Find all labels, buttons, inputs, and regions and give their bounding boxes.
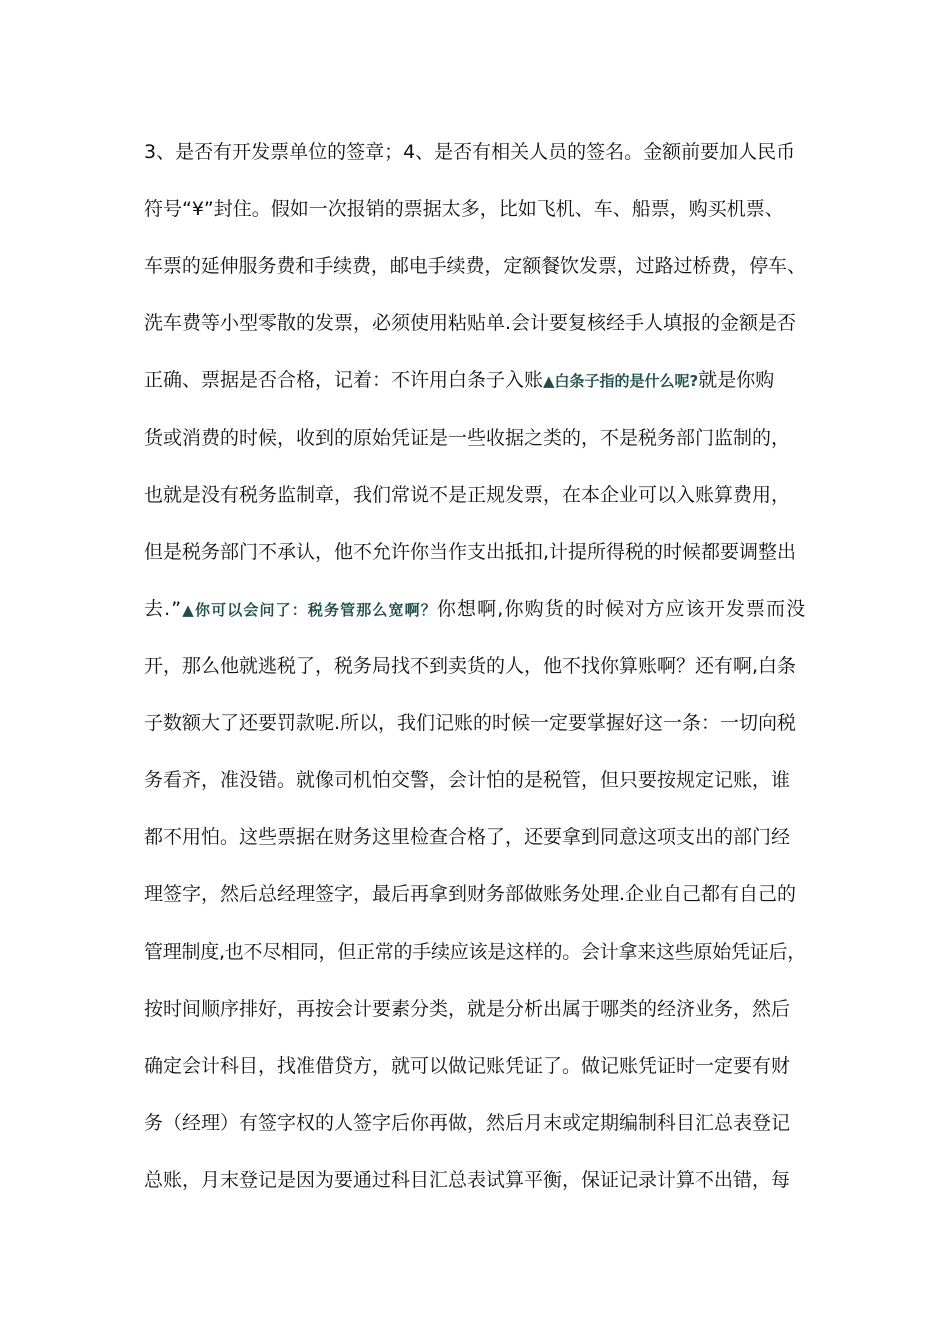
text-segment: 符号“¥”封住。假如一次报销的票据太多，比如飞机、车、船票，购买机票、 <box>144 198 784 220</box>
text-line-19 <box>144 1165 814 1195</box>
text-segment: 去.” <box>144 598 183 620</box>
text-line-17 <box>144 1051 814 1081</box>
text-segment: 货或消费的时候，收到的原始凭证是一些收据之类的，不是税务部门监制的， <box>144 427 791 449</box>
text-segment: 务（经理）有签字权的人签字后你再做，然后月末或定期编制科目汇总表登记 <box>144 1112 791 1134</box>
text-line-14 <box>144 879 814 909</box>
text-line-16 <box>144 994 814 1024</box>
text-line-11 <box>144 708 814 738</box>
text-line-12 <box>144 765 814 795</box>
text-segment: 你想啊,你购货的时候对方应该开发票而没 <box>436 598 807 620</box>
text-segment: 都不用怕。这些票据在财务这里检查合格了，还要拿到同意这项支出的部门经 <box>144 826 791 848</box>
text-line-5 <box>144 365 814 395</box>
text-line-6 <box>144 423 814 453</box>
text-line-3 <box>144 251 814 281</box>
text-segment: 子数额大了还要罚款呢.所以，我们记账的时候一定要掌握好这一条：一切向税 <box>144 712 797 734</box>
text-line-13 <box>144 822 814 852</box>
text-line-9 <box>144 594 814 624</box>
text-segment: 洗车费等小型零散的发票，必须使用粘贴单.会计要复核经手人填报的金额是否 <box>144 312 797 334</box>
text-segment: 理签字，然后总经理签字，最后再拿到财务部做账务处理.企业自己都有自己的 <box>144 883 797 905</box>
text-segment: 务看齐，准没错。就像司机怕交警，会计怕的是税管，但只要按规定记账，谁 <box>144 769 791 791</box>
text-segment: 管理制度,也不尽相同，但正常的手续应该是这样的。会计拿来这些原始凭证后， <box>144 941 807 963</box>
text-line-4 <box>144 308 814 338</box>
text-segment: 总账，月末登记是因为要通过科目汇总表试算平衡，保证记录计算不出错，每 <box>144 1169 791 1191</box>
text-line-8 <box>144 537 814 567</box>
text-line-18 <box>144 1108 814 1138</box>
text-segment: 但是税务部门不承认，他不允许你当作支出抵扣,计提所得税的时候都要调整出 <box>144 541 797 563</box>
text-segment: 正确、票据是否合格，记着：不许用白条子入账 <box>144 369 544 391</box>
text-segment: 3、是否有开发票单位的签章；4、是否有相关人员的签名。金额前要加人民币 <box>144 141 796 163</box>
text-segment: 也就是没有税务监制章，我们常说不是正规发票，在本企业可以入账算费用， <box>144 484 791 506</box>
text-line-15 <box>144 937 814 967</box>
text-line-2 <box>144 194 814 224</box>
text-line-7 <box>144 480 814 510</box>
text-line-10 <box>144 651 814 681</box>
text-segment: 按时间顺序排好，再按会计要素分类，就是分析出属于哪类的经济业务，然后 <box>144 998 791 1020</box>
text-segment: 确定会计科目，找准借贷方，就可以做记账凭证了。做记账凭证时一定要有财 <box>144 1055 791 1077</box>
highlight-question: ▲白条子指的是什么呢? <box>543 372 699 390</box>
text-segment: 车票的延伸服务费和手续费，邮电手续费，定额餐饮发票，过路过桥费，停车、 <box>144 255 806 277</box>
highlight-question: ▲你可以会问了：税务管那么宽啊？ <box>182 601 437 619</box>
text-line-1 <box>144 137 814 167</box>
text-segment: 就是你购 <box>698 369 775 391</box>
text-segment: 开，那么他就逃税了，税务局找不到卖货的人，他不找你算账啊？还有啊,白条 <box>144 655 797 677</box>
